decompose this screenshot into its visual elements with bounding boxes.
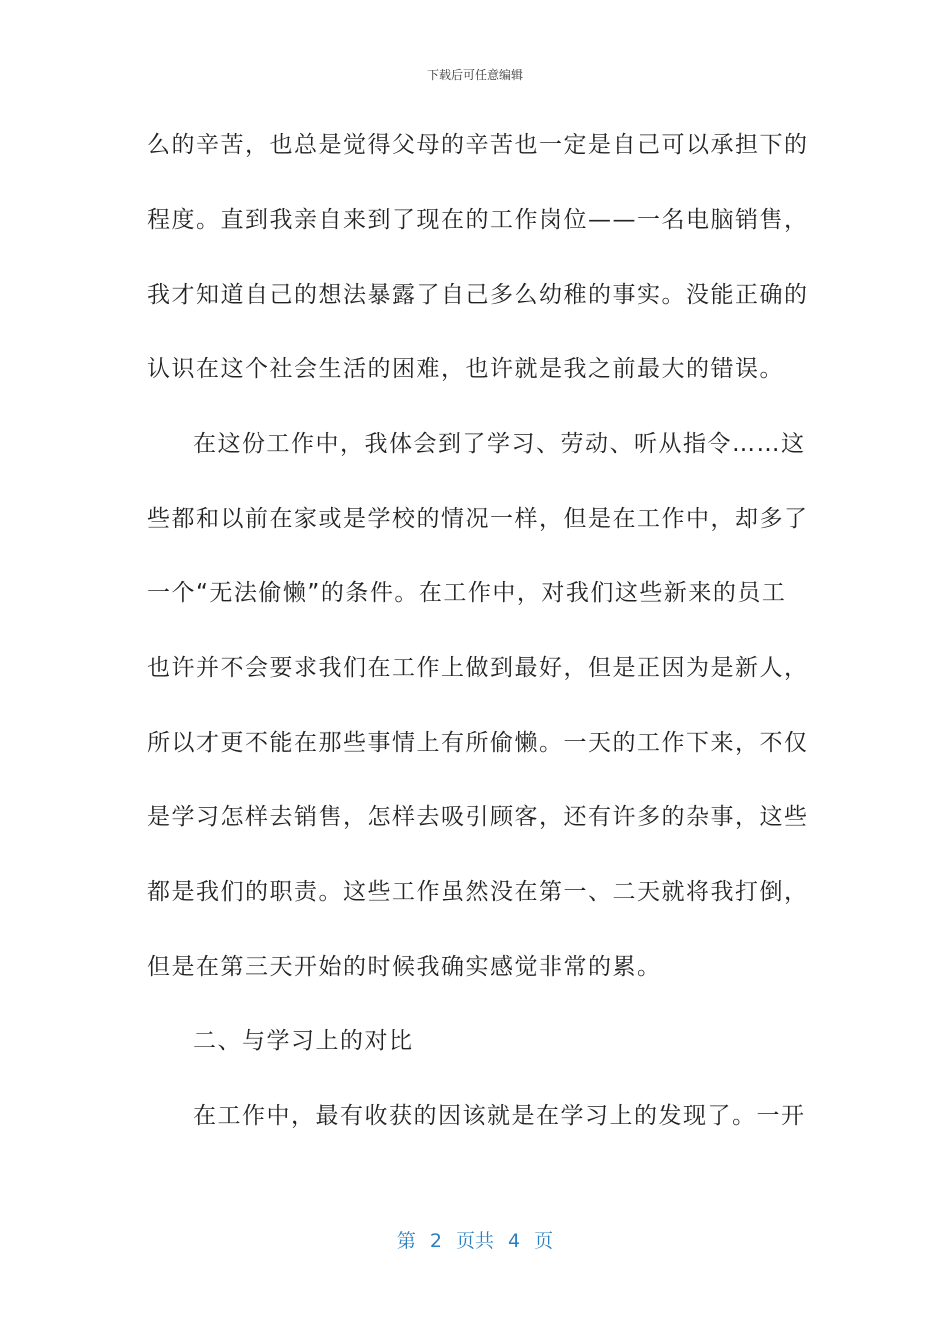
body-line: 我才知道自己的想法暴露了自己多么幼稚的事实。没能正确的 xyxy=(147,282,809,308)
body-line: 但是在第三天开始的时候我确实感觉非常的累。 xyxy=(147,954,662,980)
body-line: 一个“无法偷懒”的条件。在工作中，对我们这些新来的员工 xyxy=(147,580,787,606)
footer-current-page: 2 xyxy=(429,1230,442,1252)
footer-prefix: 第 xyxy=(396,1230,416,1252)
body-line: 认识在这个社会生活的困难，也许就是我之前最大的错误。 xyxy=(147,356,784,382)
body-line: 也许并不会要求我们在工作上做到最好，但是正因为是新人， xyxy=(147,655,809,681)
footer-middle: 页共 xyxy=(455,1230,494,1252)
footer-total-pages: 4 xyxy=(508,1230,521,1252)
body-line: 都是我们的职责。这些工作虽然没在第一、二天就将我打倒， xyxy=(147,879,809,905)
body-line: 些都和以前在家或是学校的情况一样，但是在工作中，却多了 xyxy=(147,506,809,532)
body-line: 所以才更不能在那些事情上有所偷懒。一天的工作下来，不仅 xyxy=(147,730,809,756)
paragraph-start-line: 在工作中，最有收获的因该就是在学习上的发现了。一开 xyxy=(193,1103,806,1129)
footer-suffix: 页 xyxy=(534,1230,554,1252)
body-line: 程度。直到我亲自来到了现在的工作岗位——一名电脑销售， xyxy=(147,207,809,233)
section-heading: 二、与学习上的对比 xyxy=(193,1028,414,1054)
body-line: 是学习怎样去销售，怎样去吸引顾客，还有许多的杂事，这些 xyxy=(147,804,809,830)
body-line: 么的辛苦，也总是觉得父母的辛苦也一定是自己可以承担下的 xyxy=(147,132,809,158)
page-header-note: 下载后可任意编辑 xyxy=(426,68,523,82)
page-number-footer xyxy=(0,1226,950,1253)
paragraph-start-line: 在这份工作中，我体会到了学习、劳动、听从指令……这 xyxy=(193,431,806,457)
